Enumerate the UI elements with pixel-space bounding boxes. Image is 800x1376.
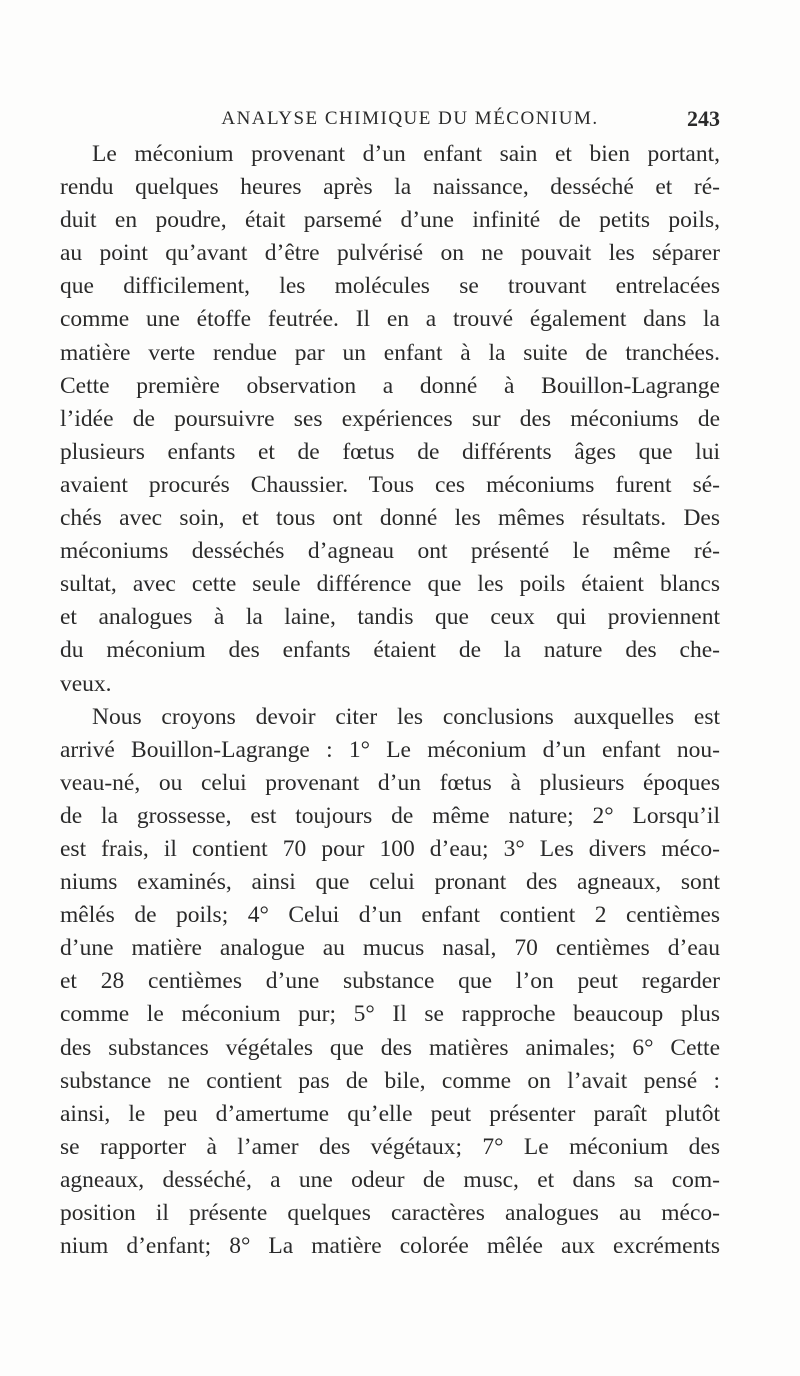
text-line: ainsi, le peu d’amertume qu’elle peut présenter paraît plutôt xyxy=(60,1100,720,1127)
text-line: arrivé Bouillon-Lagrange : 1° Le méconium d’un enfant nou- xyxy=(60,736,720,763)
text-line: de la grossesse, est toujours de même nature; 2° Lorsqu’il xyxy=(60,802,720,829)
text-line: position il présente quelques caractères analogues au méco- xyxy=(60,1200,720,1226)
running-head xyxy=(60,108,720,132)
text-line: chés avec soin, et tous ont donné les mêmes résultats. Des xyxy=(60,505,720,532)
text-line: d’une matière analogue au mucus nasal, 70 centièmes d’eau xyxy=(60,935,720,962)
text-line: matière verte rendue par un enfant à la suite de tranchées. xyxy=(60,339,720,366)
body-text xyxy=(60,138,720,1263)
text-line: substance ne contient pas de bile, comme on l’avait pensé : xyxy=(60,1067,720,1094)
text-line: niums examinés, ainsi que celui pronant des agneaux, sont xyxy=(60,869,720,896)
text-line: au point qu’avant d’être pulvérisé on ne pouvait les séparer xyxy=(60,240,720,267)
text-line: Cette première observation a donné à Bouillon-Lagrange xyxy=(60,372,720,399)
text-line: agneaux, desséché, a une odeur de musc, et dans sa com- xyxy=(60,1166,720,1193)
text-line: méconiums desséchés d’agneau ont présenté le même ré- xyxy=(60,538,720,565)
page-number: 243 xyxy=(687,106,720,131)
text-line: nium d’enfant; 8° La matière colorée mêlée aux excréments xyxy=(60,1233,720,1260)
text-line: comme le méconium pur; 5° Il se rapproche beaucoup plus xyxy=(60,1001,720,1028)
text-line: avaient procurés Chaussier. Tous ces méconiums furent sé- xyxy=(60,471,720,498)
text-line: l’idée de poursuivre ses expériences sur des méconiums de xyxy=(60,405,720,432)
text-line: Nous croyons devoir citer les conclusions auxquelles est xyxy=(92,703,720,730)
text-line: des substances végétales que des matières animales; 6° Cette xyxy=(60,1034,720,1061)
text-line: Le méconium provenant d’un enfant sain et bien portant, xyxy=(92,141,720,167)
text-line: et 28 centièmes d’une substance que l’on peut regarder xyxy=(60,968,720,995)
text-line: que difficilement, les molécules se trouvant entrelacées xyxy=(60,273,720,300)
text-line: veux. xyxy=(60,670,112,697)
text-line: veau-né, ou celui provenant d’un fœtus à plusieurs époques xyxy=(60,769,720,796)
text-line: se rapporter à l’amer des végétaux; 7° Le méconium des xyxy=(60,1133,720,1160)
text-line: duit en poudre, était parsemé d’une infinité de petits poils, xyxy=(60,207,720,234)
text-line: mêlés de poils; 4° Celui d’un enfant contient 2 centièmes xyxy=(60,902,720,929)
running-title: ANALYSE CHIMIQUE DU MÉCONIUM. xyxy=(221,108,599,129)
text-line: rendu quelques heures après la naissance, desséché et ré- xyxy=(60,174,720,201)
text-line: plusieurs enfants et de fœtus de différents âges que lui xyxy=(60,438,720,465)
text-line: sultat, avec cette seule différence que les poils étaient blancs xyxy=(60,571,720,598)
text-line: et analogues à la laine, tandis que ceux qui proviennent xyxy=(60,604,720,631)
text-line: comme une étoffe feutrée. Il en a trouvé également dans la xyxy=(60,306,720,333)
text-line: est frais, il contient 70 pour 100 d’eau; 3° Les divers méco- xyxy=(60,835,720,862)
text-line: du méconium des enfants étaient de la nature des che- xyxy=(60,637,720,664)
